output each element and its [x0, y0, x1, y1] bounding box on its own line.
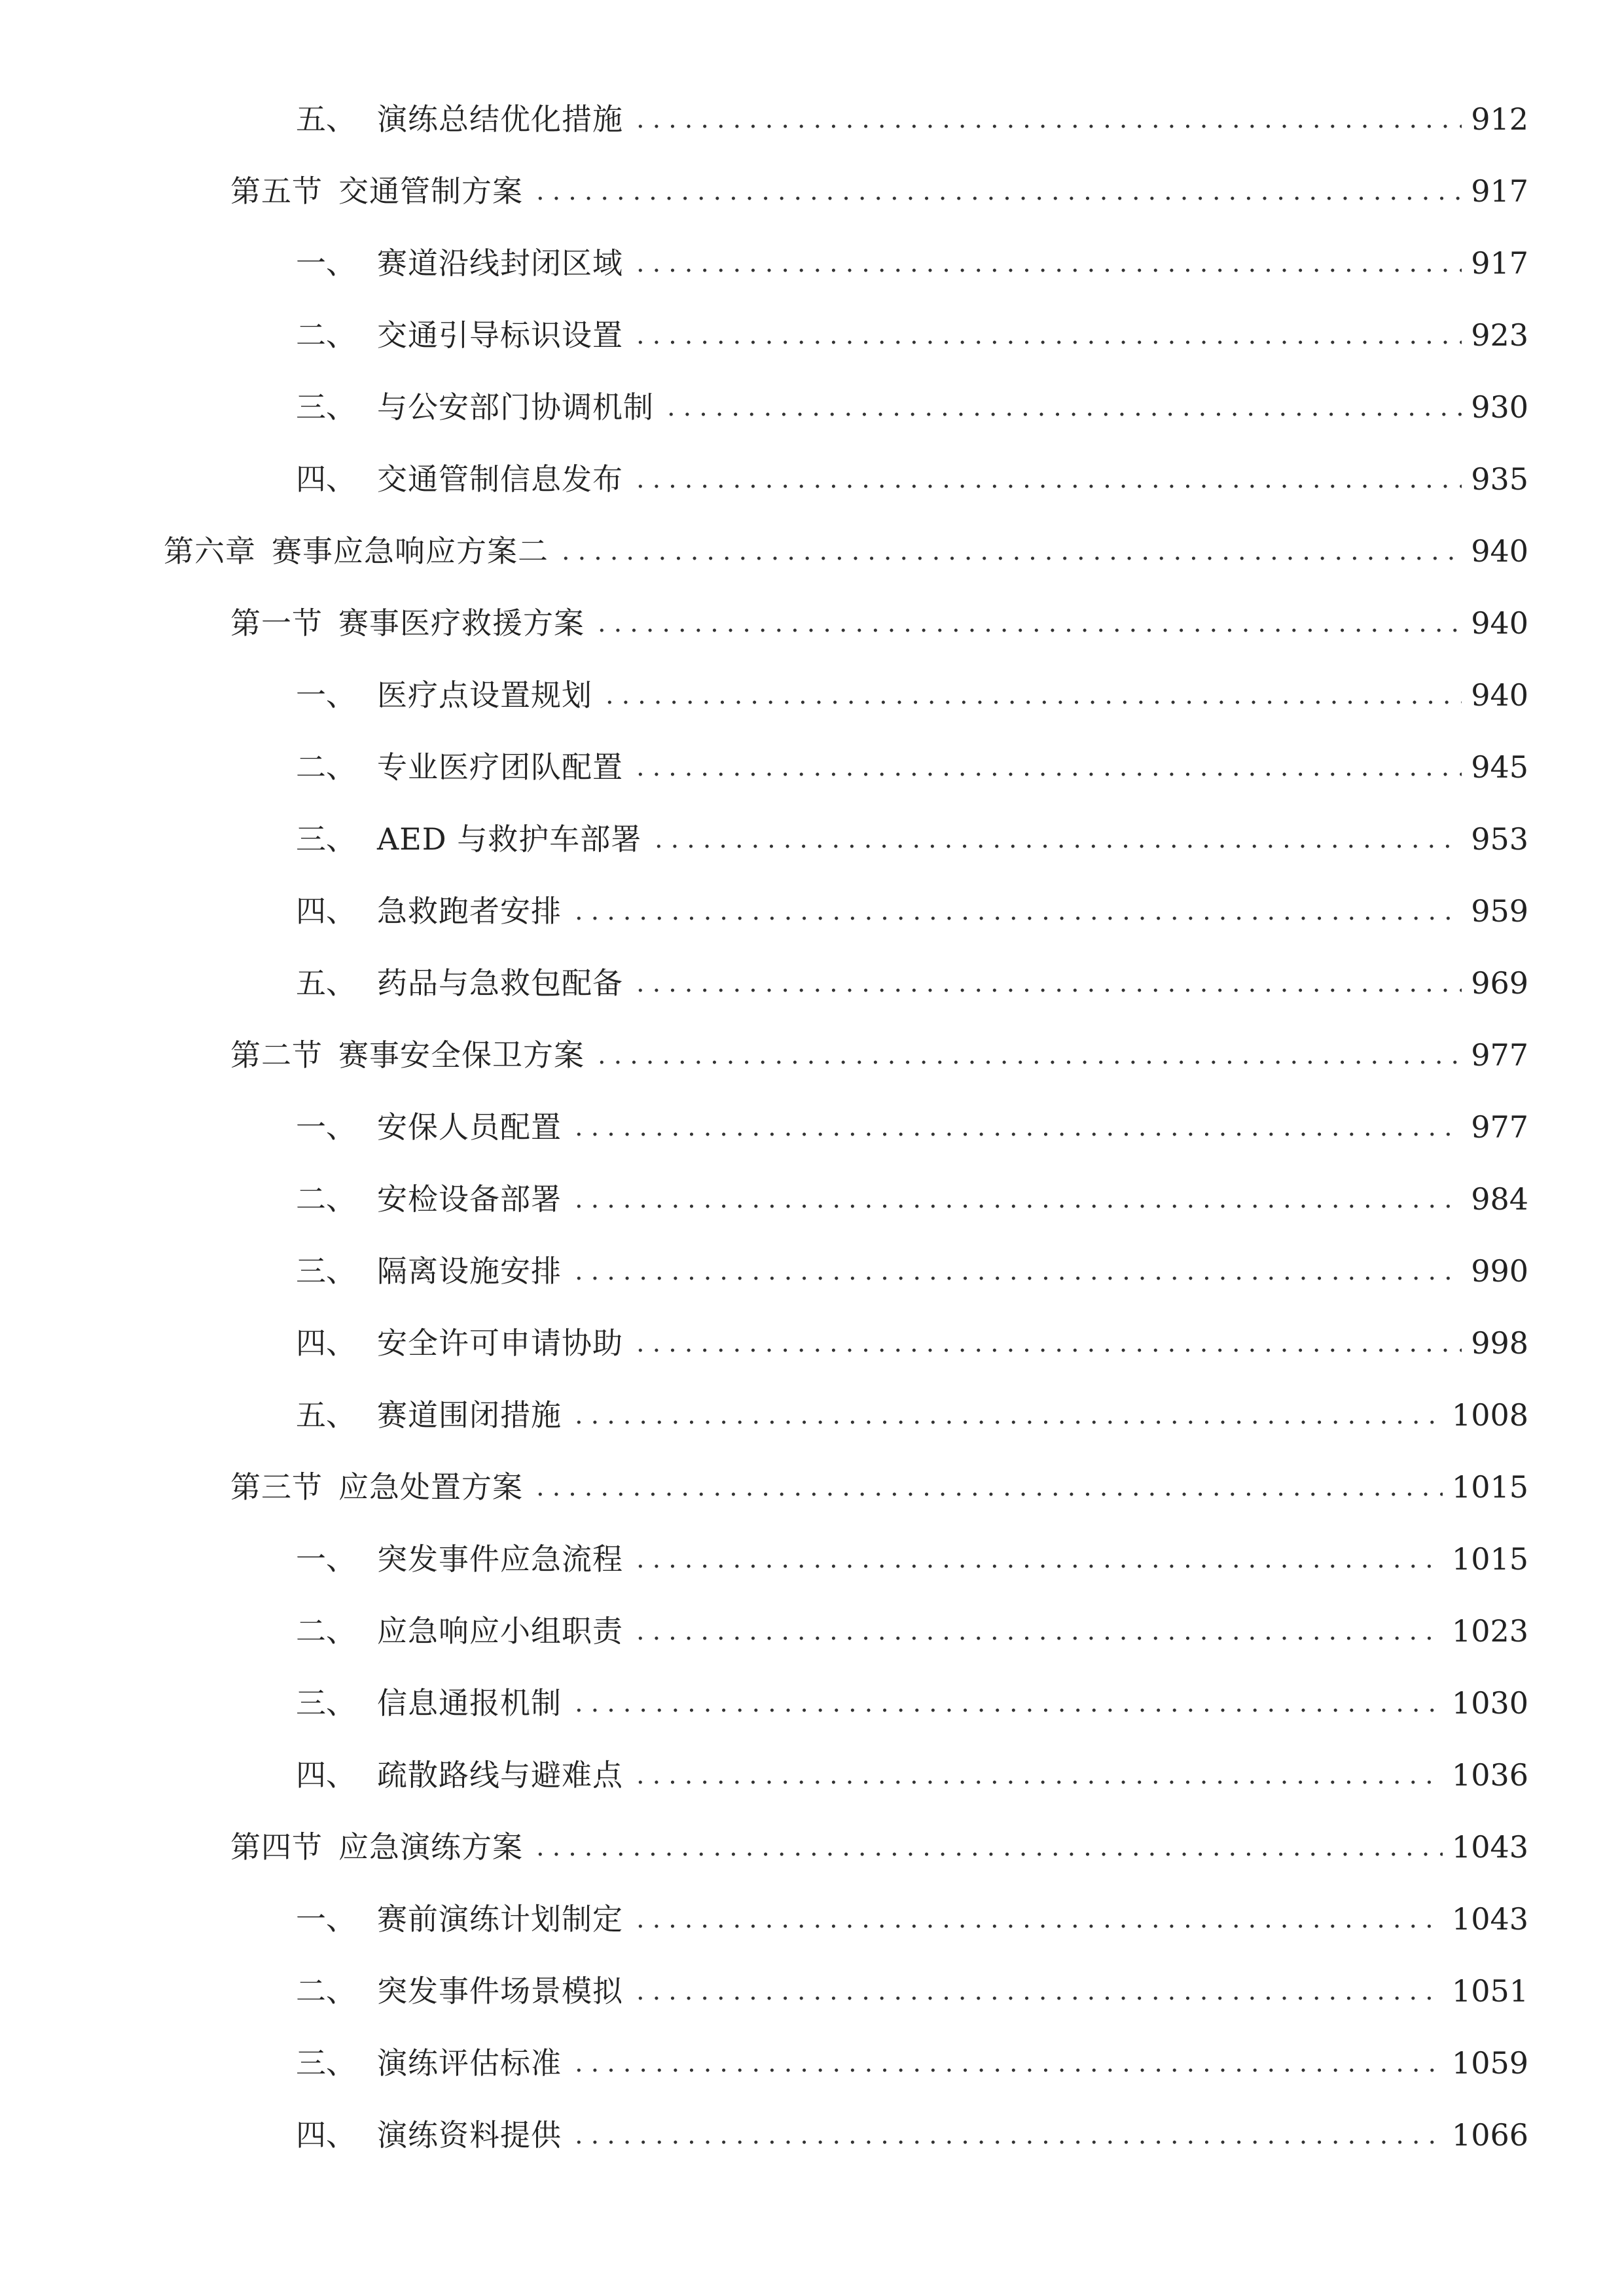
toc-entry-page: 940: [1471, 677, 1528, 713]
toc-entry-number: 一、: [296, 677, 356, 713]
toc-entry-title: 安保人员配置: [377, 1109, 562, 1145]
toc-entry-page: 1051: [1451, 1973, 1528, 2009]
toc-entry-page: 959: [1471, 893, 1528, 929]
dot-leader: [632, 123, 1462, 130]
toc-entry[interactable]: [296, 1394, 1528, 1436]
toc-entry-page: 969: [1471, 965, 1528, 1001]
toc-entry-number: 三、: [296, 389, 356, 425]
dot-leader: [532, 195, 1462, 202]
toc-entry-page: 1043: [1451, 1901, 1528, 1937]
toc-entry[interactable]: [296, 818, 1528, 860]
toc-entry-title: 药品与急救包配备: [377, 965, 623, 1001]
dot-leader: [571, 1707, 1443, 1713]
toc-entry-number: 四、: [296, 893, 356, 929]
dot-leader: [632, 1779, 1443, 1785]
toc-entry-title: 疏散路线与避难点: [377, 1757, 623, 1793]
dot-leader: [632, 1635, 1443, 1641]
toc-entry-page: 917: [1471, 245, 1528, 281]
dot-leader: [594, 1059, 1462, 1066]
toc-entry[interactable]: [296, 1538, 1528, 1580]
dot-leader: [632, 1347, 1462, 1354]
toc-entry-number: 五、: [296, 965, 356, 1001]
toc-entry[interactable]: [296, 458, 1528, 500]
toc-entry[interactable]: [230, 1034, 1528, 1076]
toc-entry-number: 五、: [296, 101, 356, 137]
toc-entry-page: 977: [1471, 1037, 1528, 1073]
toc-entry-number: 三、: [296, 1253, 356, 1289]
dot-leader: [558, 555, 1462, 562]
toc-entry[interactable]: [296, 314, 1528, 356]
toc-entry[interactable]: [230, 602, 1528, 644]
toc-entry-title: 演练资料提供: [377, 2117, 562, 2153]
toc-entry-title: 赛事安全保卫方案: [338, 1037, 585, 1073]
toc-entry-title: 急救跑者安排: [377, 893, 562, 929]
toc-entry[interactable]: [296, 1754, 1528, 1796]
toc-entry-number: 二、: [296, 1181, 356, 1217]
toc-entry-number: 四、: [296, 461, 356, 497]
toc-entry-title: 交通引导标识设置: [377, 317, 623, 353]
toc-entry-page: 977: [1471, 1109, 1528, 1145]
toc-entry-number: 二、: [296, 1613, 356, 1649]
toc-entry-number: 四、: [296, 1757, 356, 1793]
toc-entry-title: 赛道沿线封闭区域: [377, 245, 623, 281]
toc-entry-chapter[interactable]: [164, 530, 1528, 572]
toc-entry-title: 赛道围闭措施: [377, 1397, 562, 1433]
dot-leader: [571, 1131, 1462, 1138]
toc-entry-page: 1059: [1451, 2045, 1528, 2081]
toc-entry[interactable]: [296, 2114, 1528, 2156]
toc-entry-number: 一、: [296, 1109, 356, 1145]
toc-entry[interactable]: [296, 1178, 1528, 1220]
toc-entry[interactable]: [230, 170, 1528, 212]
toc-entry-page: 923: [1471, 317, 1528, 353]
toc-entry-number: 三、: [296, 821, 356, 857]
toc-entry-number: 第三节: [230, 1469, 323, 1505]
toc-entry-page: 1008: [1451, 1397, 1528, 1433]
toc-entry-number: 三、: [296, 2045, 356, 2081]
toc-entry-page: 984: [1471, 1181, 1528, 1217]
dot-leader: [594, 627, 1462, 634]
toc-entry-page: 990: [1471, 1253, 1528, 1289]
dot-leader: [632, 1563, 1443, 1570]
toc-entry-page: 953: [1471, 821, 1528, 857]
toc-entry-page: 1036: [1451, 1757, 1528, 1793]
dot-leader: [571, 1203, 1462, 1210]
toc-entry[interactable]: [296, 1106, 1528, 1148]
toc-entry-title: 专业医疗团队配置: [377, 749, 623, 785]
toc-entry-number: 第一节: [230, 605, 323, 641]
toc-entry-title: 赛前演练计划制定: [377, 1901, 623, 1937]
dot-leader: [663, 411, 1462, 418]
toc-entry[interactable]: [230, 1826, 1528, 1868]
toc-entry-title: AED 与救护车部署: [377, 821, 642, 857]
dot-leader: [632, 1995, 1443, 2001]
dot-leader: [571, 915, 1462, 922]
toc-entry-page: 1015: [1451, 1541, 1528, 1577]
toc-entry-page: 1066: [1451, 2117, 1528, 2153]
dot-leader: [632, 267, 1462, 274]
toc-entry[interactable]: [296, 386, 1528, 428]
dot-leader: [571, 2067, 1443, 2073]
toc-entry[interactable]: [296, 1682, 1528, 1724]
toc-entry-title: 隔离设施安排: [377, 1253, 562, 1289]
toc-entry-page: 935: [1471, 461, 1528, 497]
toc-entry-number: 二、: [296, 1973, 356, 2009]
dot-leader: [632, 1923, 1443, 1929]
toc-entry-number: 第二节: [230, 1037, 323, 1073]
toc-entry-page: 945: [1471, 749, 1528, 785]
dot-leader: [571, 1275, 1462, 1282]
toc-entry[interactable]: [296, 1610, 1528, 1652]
toc-entry-title: 与公安部门协调机制: [377, 389, 654, 425]
toc-entry-title: 交通管制信息发布: [377, 461, 623, 497]
toc-entry-number: 一、: [296, 1901, 356, 1937]
toc-entry-title: 应急响应小组职责: [377, 1613, 623, 1649]
dot-leader: [571, 1419, 1443, 1426]
toc-entry-page: 930: [1471, 389, 1528, 425]
toc-entry-page: 912: [1471, 101, 1528, 137]
toc-entry-title: 应急演练方案: [338, 1829, 523, 1865]
toc-entry-number: 第五节: [230, 173, 323, 209]
toc-entry-title: 赛事应急响应方案二: [272, 533, 549, 569]
toc-entry-number: 四、: [296, 1325, 356, 1361]
toc-entry-page: 1015: [1451, 1469, 1528, 1505]
toc-entry-title: 安全许可申请协助: [377, 1325, 623, 1361]
toc-entry[interactable]: [296, 1970, 1528, 2012]
dot-leader: [532, 1851, 1443, 1857]
dot-leader: [571, 2139, 1443, 2145]
toc-entry[interactable]: [296, 962, 1528, 1004]
toc-entry-number: 二、: [296, 317, 356, 353]
dot-leader: [532, 1491, 1443, 1498]
toc-entry[interactable]: [296, 1250, 1528, 1292]
toc-entry-title: 赛事医疗救援方案: [338, 605, 585, 641]
dot-leader: [632, 483, 1462, 490]
toc-entry-title: 应急处置方案: [338, 1469, 523, 1505]
toc-entry[interactable]: [230, 1466, 1528, 1508]
toc-entry-title: 突发事件应急流程: [377, 1541, 623, 1577]
toc-entry[interactable]: [296, 746, 1528, 788]
toc-entry[interactable]: [296, 1322, 1528, 1364]
toc-entry-title: 演练总结优化措施: [377, 101, 623, 137]
toc-entry-number: 二、: [296, 749, 356, 785]
toc-entry-title: 医疗点设置规划: [377, 677, 592, 713]
dot-leader: [632, 987, 1462, 994]
toc-entry-title: 演练评估标准: [377, 2045, 562, 2081]
toc-entry-number: 五、: [296, 1397, 356, 1433]
toc-entry-title: 突发事件场景模拟: [377, 1973, 623, 2009]
toc-entry-page: 940: [1471, 605, 1528, 641]
dot-leader: [651, 843, 1462, 850]
toc-entry-title: 交通管制方案: [338, 173, 523, 209]
dot-leader: [602, 699, 1462, 706]
toc-entry[interactable]: [296, 890, 1528, 932]
toc-entry-page: 1043: [1451, 1829, 1528, 1865]
toc-entry-number: 三、: [296, 1685, 356, 1721]
toc-entry-number: 四、: [296, 2117, 356, 2153]
dot-leader: [632, 339, 1462, 346]
toc-entry[interactable]: [296, 98, 1528, 140]
toc-entry[interactable]: [296, 1898, 1528, 1940]
toc-entry-title: 安检设备部署: [377, 1181, 562, 1217]
toc-entry-title: 信息通报机制: [377, 1685, 562, 1721]
toc-entry-page: 917: [1471, 173, 1528, 209]
toc-entry-page: 1030: [1451, 1685, 1528, 1721]
toc-entry[interactable]: [296, 674, 1528, 716]
toc-entry[interactable]: [296, 242, 1528, 284]
toc-entry-number: 第六章: [164, 533, 256, 569]
toc-entry-page: 940: [1471, 533, 1528, 569]
toc-entry-number: 一、: [296, 245, 356, 281]
toc-entry-number: 第四节: [230, 1829, 323, 1865]
toc-entry-page: 998: [1471, 1325, 1528, 1361]
toc-entry-page: 1023: [1451, 1613, 1528, 1649]
toc-entry-number: 一、: [296, 1541, 356, 1577]
toc-entry[interactable]: [296, 2042, 1528, 2084]
dot-leader: [632, 771, 1462, 778]
